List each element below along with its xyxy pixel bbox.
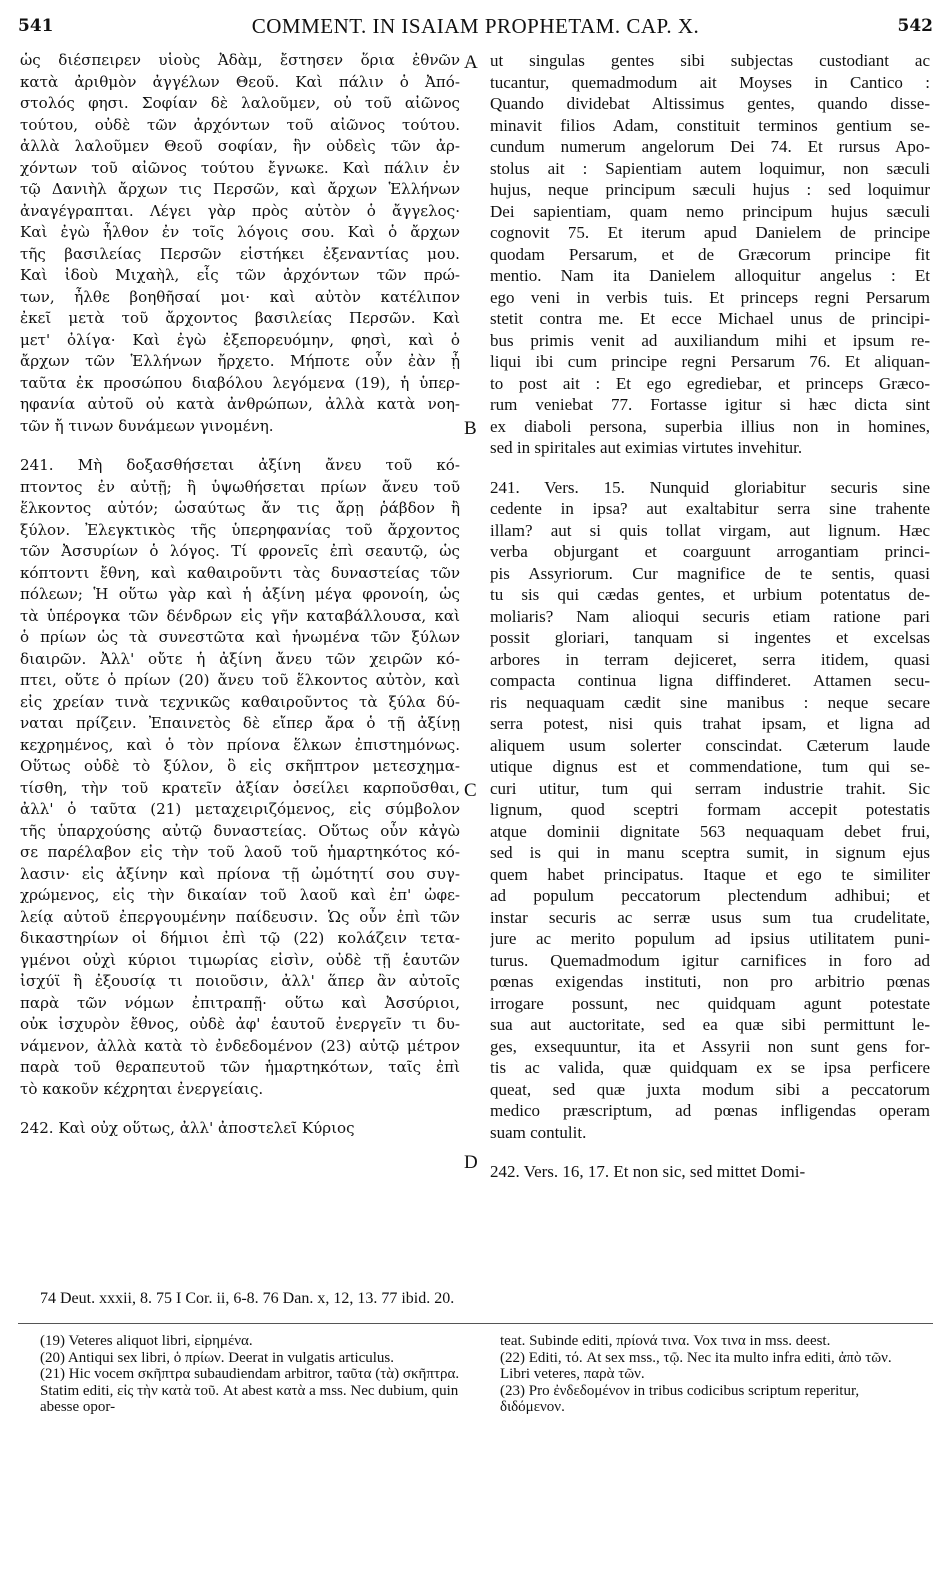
- text-line: γμένοι οὐχὶ κύριοι τιμωρίας εἰσὶν, οὐδὲ τῇ ἑαυτῶν: [20, 950, 460, 969]
- text-line: δικαστηρίων οἱ δήμιοι ἐπὶ τῷ (22) κολάζειν τετα-: [20, 929, 460, 947]
- text-line: serra potest, nisi quis trahat ipsam, et ligna ad: [490, 714, 930, 733]
- text-line: quodam Persarum, et de Græcorum principe fit: [490, 244, 930, 264]
- text-line: possit gloriari, tanquam si ingentes et excelsas: [490, 628, 930, 647]
- margin-letter-a: A: [464, 52, 478, 73]
- text-line: τὰ ὑπέρογκα τῶν δένδρων εἰς γῆν καταβάλλουσα, καὶ: [20, 606, 460, 625]
- text-line: παρὰ τοῦ θεραπευτοῦ τῶν ἡμαρτηκότων, ταῖς ἐπὶ: [20, 1058, 460, 1076]
- text-line: χόντων τοῦ αἰῶνος τούτου ἔγνωκε. Καὶ πάλιν ἐν: [20, 158, 460, 177]
- text-line: arbores in terram dejiceret, serra itidem, quasi: [490, 649, 930, 669]
- text-line: ηφανία αὐτοῦ οὐ κατὰ ἀνθρώπων, ἀλλὰ κατὰ νοη-: [20, 395, 460, 413]
- text-line: queat, sed quæ juxta modum sibi a peccatorum: [490, 1079, 930, 1099]
- scripture-footnotes: 74 Deut. xxxii, 8. 75 I Cor. ii, 6-8. 76 Dan. x, 12, 13. 77 ibid. 20.: [40, 1290, 455, 1307]
- text-line: pis Assyriorum. Cur magnifice de te sentis, quasi: [490, 563, 930, 583]
- text-line: cedente in ipsa? aut exaltabitur serra sine trahente: [490, 499, 930, 518]
- latin-column: [490, 50, 930, 1201]
- text-line: ἀλλὰ λαλοῦμεν Θεοῦ σοφίαν, ἣν οὐδεὶς τῶν ἀρ-: [20, 137, 460, 155]
- text-line: σε παρέλαβον εἰς τὴν τοῦ λαοῦ τοῦ ἡμαρτηκότος κό-: [20, 843, 460, 861]
- text-line: Καὶ ἐγὼ ἦλθον ἐν τοῖς λόγοις σου. Καὶ ὁ ἄρχων: [20, 223, 460, 241]
- text-line: τῆς ὑπαρχούσης αὐτῷ δυναστείας. Οὕτως οὖν κἀγὼ: [20, 821, 460, 840]
- text-line: hujus, neque principum sæculi hujus : sed loquimur: [490, 180, 930, 199]
- text-line: tucantur, quemadmodum ait Moyses in Cantico :: [490, 72, 930, 92]
- text-line: χρώμενος, εἰς τὴν δικαίαν τοῦ λαοῦ καὶ ἐπ' ὠφε-: [20, 886, 460, 904]
- margin-letter-b: B: [464, 418, 477, 439]
- text-line: ὡς διέσπειρεν υἱοὺς Ἀδὰμ, ἔστησεν ὅρια ἐθνῶν: [20, 51, 460, 69]
- text-line: κεχρημένος, καὶ ὁ τὸν πρίονα ἕλκων ἐπιστημόνως.: [20, 735, 460, 754]
- text-line: ris nequaquam cædit sine manibus : neque secare: [490, 692, 930, 712]
- text-line: to post ait : Et ego egrediebar, et princeps Græco-: [490, 373, 930, 393]
- note: (21) Hic vocem σκῆπτρα subaudiendam arbitror, ταῦτα (τὰ) σκῆπτρα. Statim editi, εἰς τὴν κατὰ τοῦ. At abest κατὰ a mss. Nec dubium, quin abesse opor-: [40, 1366, 460, 1415]
- text-line: τῶν ἤ τινων δυνάμεων γινομένη.: [20, 416, 274, 435]
- text-line: Οὕτως οὐδὲ τὸ ξύλον, ὃ εἰς σκῆπτρον μετεσχημα-: [20, 757, 460, 775]
- running-title: COMMENT. IN ISAIAM PROPHETAM. CAP. X.: [251, 14, 700, 38]
- text-line: cognovit 75. Et iterum apud Danielem de principe: [490, 223, 930, 242]
- text-line: ταῦτα ἐκ προσώπου διαβόλου λεγόμενα (19), ἡ ὑπερ-: [20, 373, 460, 392]
- text-line: ad populum peccatorum plectendum adhibui; et: [490, 886, 930, 905]
- text-line: rum veniebat 77. Fortasse igitur si hæc dicta sint: [490, 395, 930, 414]
- text-line: medico præscriptum, ad pœnas infligendas operam: [490, 1101, 930, 1120]
- text-line: ut singulas gentes sibi subjectas custodiant ac: [490, 51, 930, 70]
- text-line: τίσθη, τὴν τοῦ κρατεῖν ἀξίαν ὀσείλει καρποῦσθαι,: [20, 778, 460, 797]
- text-line: 242. Καὶ οὐχ οὕτως, ἀλλ' ἀποστελεῖ Κύριος: [20, 1119, 355, 1137]
- text-line: ἰσχύϊ ἢ ἐξουσίᾳ τι ποιοῦσιν, ἀλλ' ἅπερ ἂν αὐτοῖς: [20, 972, 460, 990]
- text-line: οὐκ ἰσχυρὸν ἔθνος, οὐδὲ ἀφ' ἑαυτοῦ ἐνεργεῖν τι δυ-: [20, 1015, 460, 1033]
- text-line: Quando dividebat Altissimus gentes, quando disse-: [490, 94, 930, 113]
- text-line: tis ac valida, quæ quidquam ex se ipsa perficere: [490, 1058, 930, 1077]
- text-line: ex diaboli persona, superbia illius non in homines,: [490, 416, 930, 436]
- running-header: [18, 14, 933, 44]
- note: (19) Veteres aliquot libri, εἰρημένα.: [40, 1333, 253, 1349]
- text-line: moliaris? Nam alioqui securis etiam ratione pari: [490, 606, 930, 626]
- text-line: ἀλλ' ὁ ταῦτα (21) μεταχειριζόμενος, εἰς σύμβολον: [20, 800, 460, 818]
- left-page-number: 541: [18, 16, 54, 36]
- text-line: τῶν Ἀσσυρίων ὁ λόγος. Τί φρονεῖς ἐπὶ σεαυτῷ, ὡς: [20, 542, 460, 560]
- text-line: τούτου, οὐδὲ τῶν ἀρχόντων τοῦ αἰῶνος τούτου.: [20, 115, 460, 134]
- text-line: atque dominii dignitate 563 nequaquam debet frui,: [490, 821, 930, 841]
- text-line: turus. Quemadmodum igitur carnifices in foro ad: [490, 950, 930, 970]
- text-line: cundum numerum angelorum Dei 74. Et rursus Apo-: [490, 137, 930, 156]
- text-line: suam contulit.: [490, 1122, 587, 1142]
- text-line: instar securis ac serræ usus sum tua crudelitate,: [490, 907, 930, 927]
- text-line: illam? aut si quis tollat virgam, aut lignum. Hæc: [490, 520, 930, 540]
- text-line: mentio. Nam ita Danielem alloquitur angelus : Et: [490, 266, 930, 285]
- margin-letter-d: D: [464, 1152, 478, 1173]
- text-line: ego veni in verbis tuis. Et princeps regni Persarum: [490, 287, 930, 307]
- text-line: πτοντος ἐν αὐτῇ; ἢ ὑψωθήσεται πρίων ἄνευ τοῦ: [20, 477, 460, 496]
- text-line: λασιν· εἰς ἀξίνην καὶ πρίονα τῇ ὠμότητί σου συγ-: [20, 864, 460, 883]
- text-line: των, ἦλθε βοηθῆσαί μοι· καὶ αὐτὸν κατέλιπον: [20, 287, 460, 306]
- text-line: τῷ Δανιὴλ ἄρχων τις Περσῶν, καὶ ἄρχων Ἑλλήνων: [20, 180, 460, 198]
- text-line: Καὶ ἰδοὺ Μιχαὴλ, εἷς τῶν ἀρχόντων τῶν πρώ-: [20, 266, 460, 284]
- notes-divider: [18, 1323, 933, 1324]
- latin-paragraph: [490, 50, 930, 459]
- text-line: διαιρῶν. Ἀλλ' οὔτε ἡ ἀξίνη ἄνευ τῶν χειρῶν κό-: [20, 649, 460, 668]
- greek-paragraph: [20, 455, 460, 1100]
- text-line: ἄρχων τῶν Ἑλλήνων ἤρχετο. Μήποτε οὖν ἐὰν ᾖ: [20, 352, 460, 370]
- text-line: curi utitur, tum qui serram industrie trahit. Sic: [490, 778, 930, 798]
- note: (20) Antiqui sex libri, ὁ πρίων. Deerat in vulgatis articulus.: [40, 1349, 395, 1366]
- text-line: λείᾳ αὐτοῦ ἐπεργουμένην παίδευσιν. Ὡς οὖν ἐπὶ τῶν: [20, 907, 460, 926]
- text-line: κατὰ ἀριθμὸν ἀγγέλων Θεοῦ. Καὶ πάλιν ὁ Ἀπό-: [20, 72, 460, 91]
- text-line: irrogare possunt, nec quidquam agunt potestate: [490, 993, 930, 1013]
- text-line: παρὰ τῶν νόμων ἐπιτραπῇ· οὕτω καὶ Ἀσσύριοι,: [20, 993, 460, 1012]
- note: teat. Subinde editi, πρίονά τινα. Vox τινα in mss. deest.: [500, 1333, 831, 1349]
- text-line: τὸ κακοῦν κέχρηται ἐνεργείαις.: [20, 1079, 264, 1098]
- text-line: νάμενον, ἀλλὰ κατὰ τὸ ἐνδεδομένον (23) αὐτῷ μέτρον: [20, 1036, 460, 1055]
- text-line: 241. Μὴ δοξασθήσεται ἀξίνη ἄνευ τοῦ κό-: [20, 456, 460, 474]
- text-line: ἐκεῖ μετὰ τοῦ ἄρχοντος βασιλείας Περσῶν. Καὶ: [20, 309, 460, 327]
- text-line: tu sis qui cædas gentes, et urbium potentatus de-: [490, 585, 930, 604]
- text-line: stetit contra me. Et ecce Michael unus de principi-: [490, 309, 930, 328]
- text-line: lignum, quod sceptri formam accepit potestatis: [490, 800, 930, 819]
- notes-left: [40, 1333, 460, 1416]
- text-line: τῆς βασιλείας Περσῶν εἱστήκει ἐξεναντίας μου.: [20, 244, 460, 263]
- text-line: bus primis venit ad auxiliandum mihi et ipsum re-: [490, 330, 930, 350]
- text-line: sed in spiritales aut eximias virtutes invehitur.: [490, 438, 803, 457]
- right-page-number: 542: [897, 16, 933, 36]
- text-line: ges, exsequuntur, ita et Assyrii non sunt gens for-: [490, 1036, 930, 1056]
- greek-paragraph: [20, 1118, 460, 1140]
- greek-column: [20, 50, 460, 1158]
- text-line: μετ' ὀλίγα· Καὶ ἐγὼ ἐξεπορευόμην, φησὶ, καὶ ὁ: [20, 330, 460, 349]
- text-line: quem habet principatus. Itaque et ego te similiter: [490, 864, 930, 884]
- text-line: πόλεων; Ἡ οὕτω γὰρ καὶ ἡ ἀξίνη μέγα φρονοίη, ὡς: [20, 585, 460, 603]
- note: (23) Pro ἐνδεδομένον in tribus codicibus scriptum reperitur, διδόμενον.: [500, 1382, 860, 1415]
- greek-paragraph: [20, 50, 460, 437]
- note: (22) Editi, τό. At sex mss., τῷ. Nec ita multo infra editi, ἀπὸ τῶν. Libri veteres, παρὰ τῶν.: [500, 1349, 892, 1382]
- text-line: pœnas exigendas instituti, non pro arbitrio pœnas: [490, 972, 930, 991]
- margin-letter-c: C: [464, 780, 477, 801]
- text-line: ἕλκοντος αὐτόν; ὡσαύτως ἄν τις ἄρῃ ῥάβδον ἢ: [20, 499, 460, 517]
- text-line: ξύλον. Ἐλεγκτικὸς τῆς ὑπερηφανίας τοῦ ἄρχοντος: [20, 520, 460, 539]
- text-line: aliquem usum solerter conscindat. Cæterum laude: [490, 735, 930, 755]
- text-line: εἰς χρείαν τινὰ τεχνικῶς καθαιροῦντος τὰ ξύλα δύ-: [20, 692, 460, 711]
- text-line: jure ac merito populum ad ipsius utilitatem puni-: [490, 929, 930, 948]
- text-line: stolus ait : Sapientiam autem loquimur, non sæculi: [490, 158, 930, 178]
- latin-paragraph: [490, 477, 930, 1144]
- text-line: utique dignus est et commendatione, tum qui se-: [490, 757, 930, 776]
- text-line: Dei sapientiam, quam nemo principum hujus sæculi: [490, 201, 930, 221]
- text-line: liqui ibi cum principe regni Persarum 76. Et aliquan-: [490, 352, 930, 371]
- text-line: ναται πρίζειν. Ἐπαινετὸς δὲ εἴπερ ἄρα ὁ τῇ ἀξίνῃ: [20, 714, 460, 732]
- text-line: compacta continua ligna diffinderet. Attamen secu-: [490, 671, 930, 690]
- text-line: 241. Vers. 15. Nunquid gloriabitur securis sine: [490, 477, 930, 497]
- text-line: 242. Vers. 16, 17. Et non sic, sed mittet Domi-: [490, 1162, 806, 1181]
- text-line: verba objurgant et coarguunt arrogantiam princi-: [490, 542, 930, 561]
- text-line: στολός φησι. Σοφίαν δὲ λαλοῦμεν, οὐ τοῦ αἰῶνος: [20, 94, 460, 112]
- text-line: πτει, οὔτε ὁ πρίων (20) ἄνευ τοῦ ἕλκοντος αὐτὸν, καὶ: [20, 671, 460, 689]
- latin-paragraph: [490, 1161, 930, 1183]
- text-line: sua aut auctoritate, sed ea quæ sibi permittunt le-: [490, 1015, 930, 1034]
- text-line: minavit filios Adam, constituit terminos gentium se-: [490, 115, 930, 135]
- text-line: ὁ πρίων ὡς τὰ συνεστῶτα καὶ ἡνωμένα τῶν ξύλων: [20, 628, 460, 646]
- text-line: ἀναγέγραπται. Λέγει γὰρ πρὸς αὐτὸν ὁ ἄγγελος·: [20, 201, 460, 220]
- text-line: κόπτοντι ἔθνη, καὶ καθαιροῦντι τὰς δυναστείας τῶν: [20, 563, 460, 582]
- notes-right: [500, 1333, 925, 1416]
- text-line: sed is qui in manu sceptra sumit, in signum ejus: [490, 843, 930, 862]
